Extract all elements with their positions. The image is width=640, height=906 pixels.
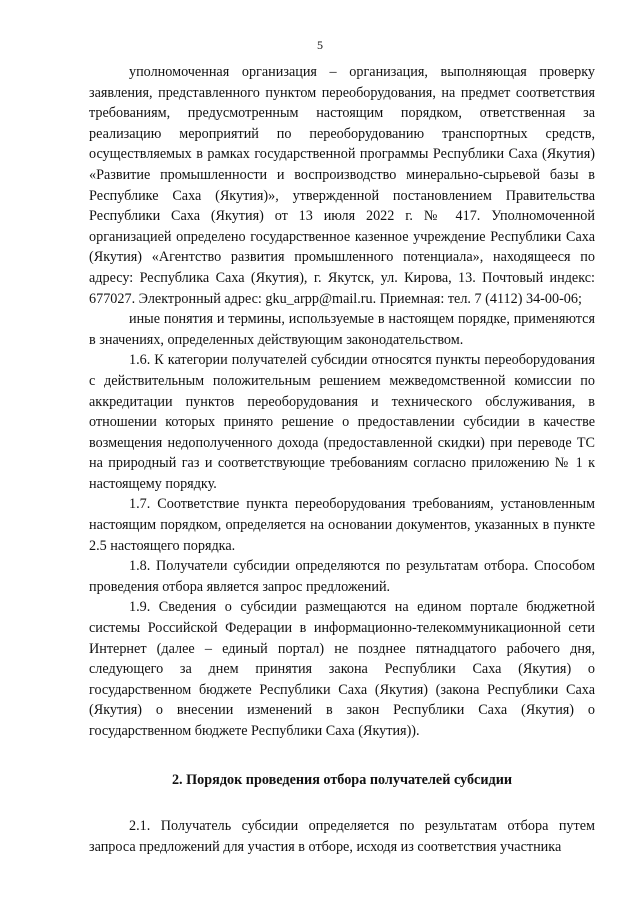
paragraph-authorized-organization: уполномоченная организация – организация, выполняющая проверку заявления, представленного пунктом переоборудования, на предмет соответствия требованиям, предусмотренным настоящим порядком, ответственная за реализацию мероприятий по переоборудованию транспортных средств, осуществляемых в рамках государственной программы Республики Саха (Якутия) «Развитие промышленности и воспроизводство минерально-сырьевой базы в Республике Саха (Якутия)», утвержденной постановлением Правительства Республики Саха (Якутия) от 13 июля 2022 г. № 417. Уполномоченной организацией определено государственное казенное учреждение Республики Саха (Якутия) «Агентство развития промышленного потенциала», находящееся по адресу: Республика Саха (Якутия), г. Якутск, ул. Кирова, 13. Почтовый индекс: 677027. Электронный адрес: gku_arpp@mail.ru. Приемная: тел. 7 (4112) 34-00-06; [89, 64, 595, 307]
paragraph-1-8: 1.8. Получатели субсидии определяются по результатам отбора. Способом проведения отбора является запрос предложений. [89, 558, 595, 595]
paragraph-1-9: 1.9. Сведения о субсидии размещаются на едином портале бюджетной системы Российской Федерации в информационно-телекоммуникационной сети Интернет (далее – единый портал) не позднее пятнадцатого рабочего дня, следующего за днем принятия закона Республики Саха (Якутия) о государственном бюджете Республики Саха (Якутия) (закона Республики Саха (Якутия) о внесении изменений в закон Республики Саха (Якутия) о государственном бюджете Республики Саха (Якутия)). [89, 599, 595, 739]
section-heading: 2. Порядок проведения отбора получателей субсидии [171, 771, 513, 788]
paragraph-1-6: 1.6. К категории получателей субсидии относятся пункты переоборудования с действительным положительным решением межведомственной комиссии по аккредитации пунктов переоборудования и технического обслуживания, в отношении которых принято решение о предоставлении субсидии в качестве возмещения недополученного дохода (предоставленной скидки) при переводе ТС на природный газ и соответствующие требованиям согласно приложению № 1 к настоящему порядку. [89, 352, 595, 492]
paragraph-2-1: 2.1. Получатель субсидии определяется по результатам отбора путем запроса предложений для участия в отборе, исходя из соответствия участника [89, 818, 595, 855]
paragraph-other-terms: иные понятия и термины, используемые в настоящем порядке, применяются в значениях, определенных действующим законодательством. [89, 311, 595, 348]
document-body [89, 62, 595, 857]
paragraph-1-7: 1.7. Соответствие пункта переоборудования требованиям, установленным настоящим порядком, определяется на основании документов, указанных в пункте 2.5 настоящего порядка. [89, 496, 595, 554]
page-number: 5 [317, 38, 323, 52]
